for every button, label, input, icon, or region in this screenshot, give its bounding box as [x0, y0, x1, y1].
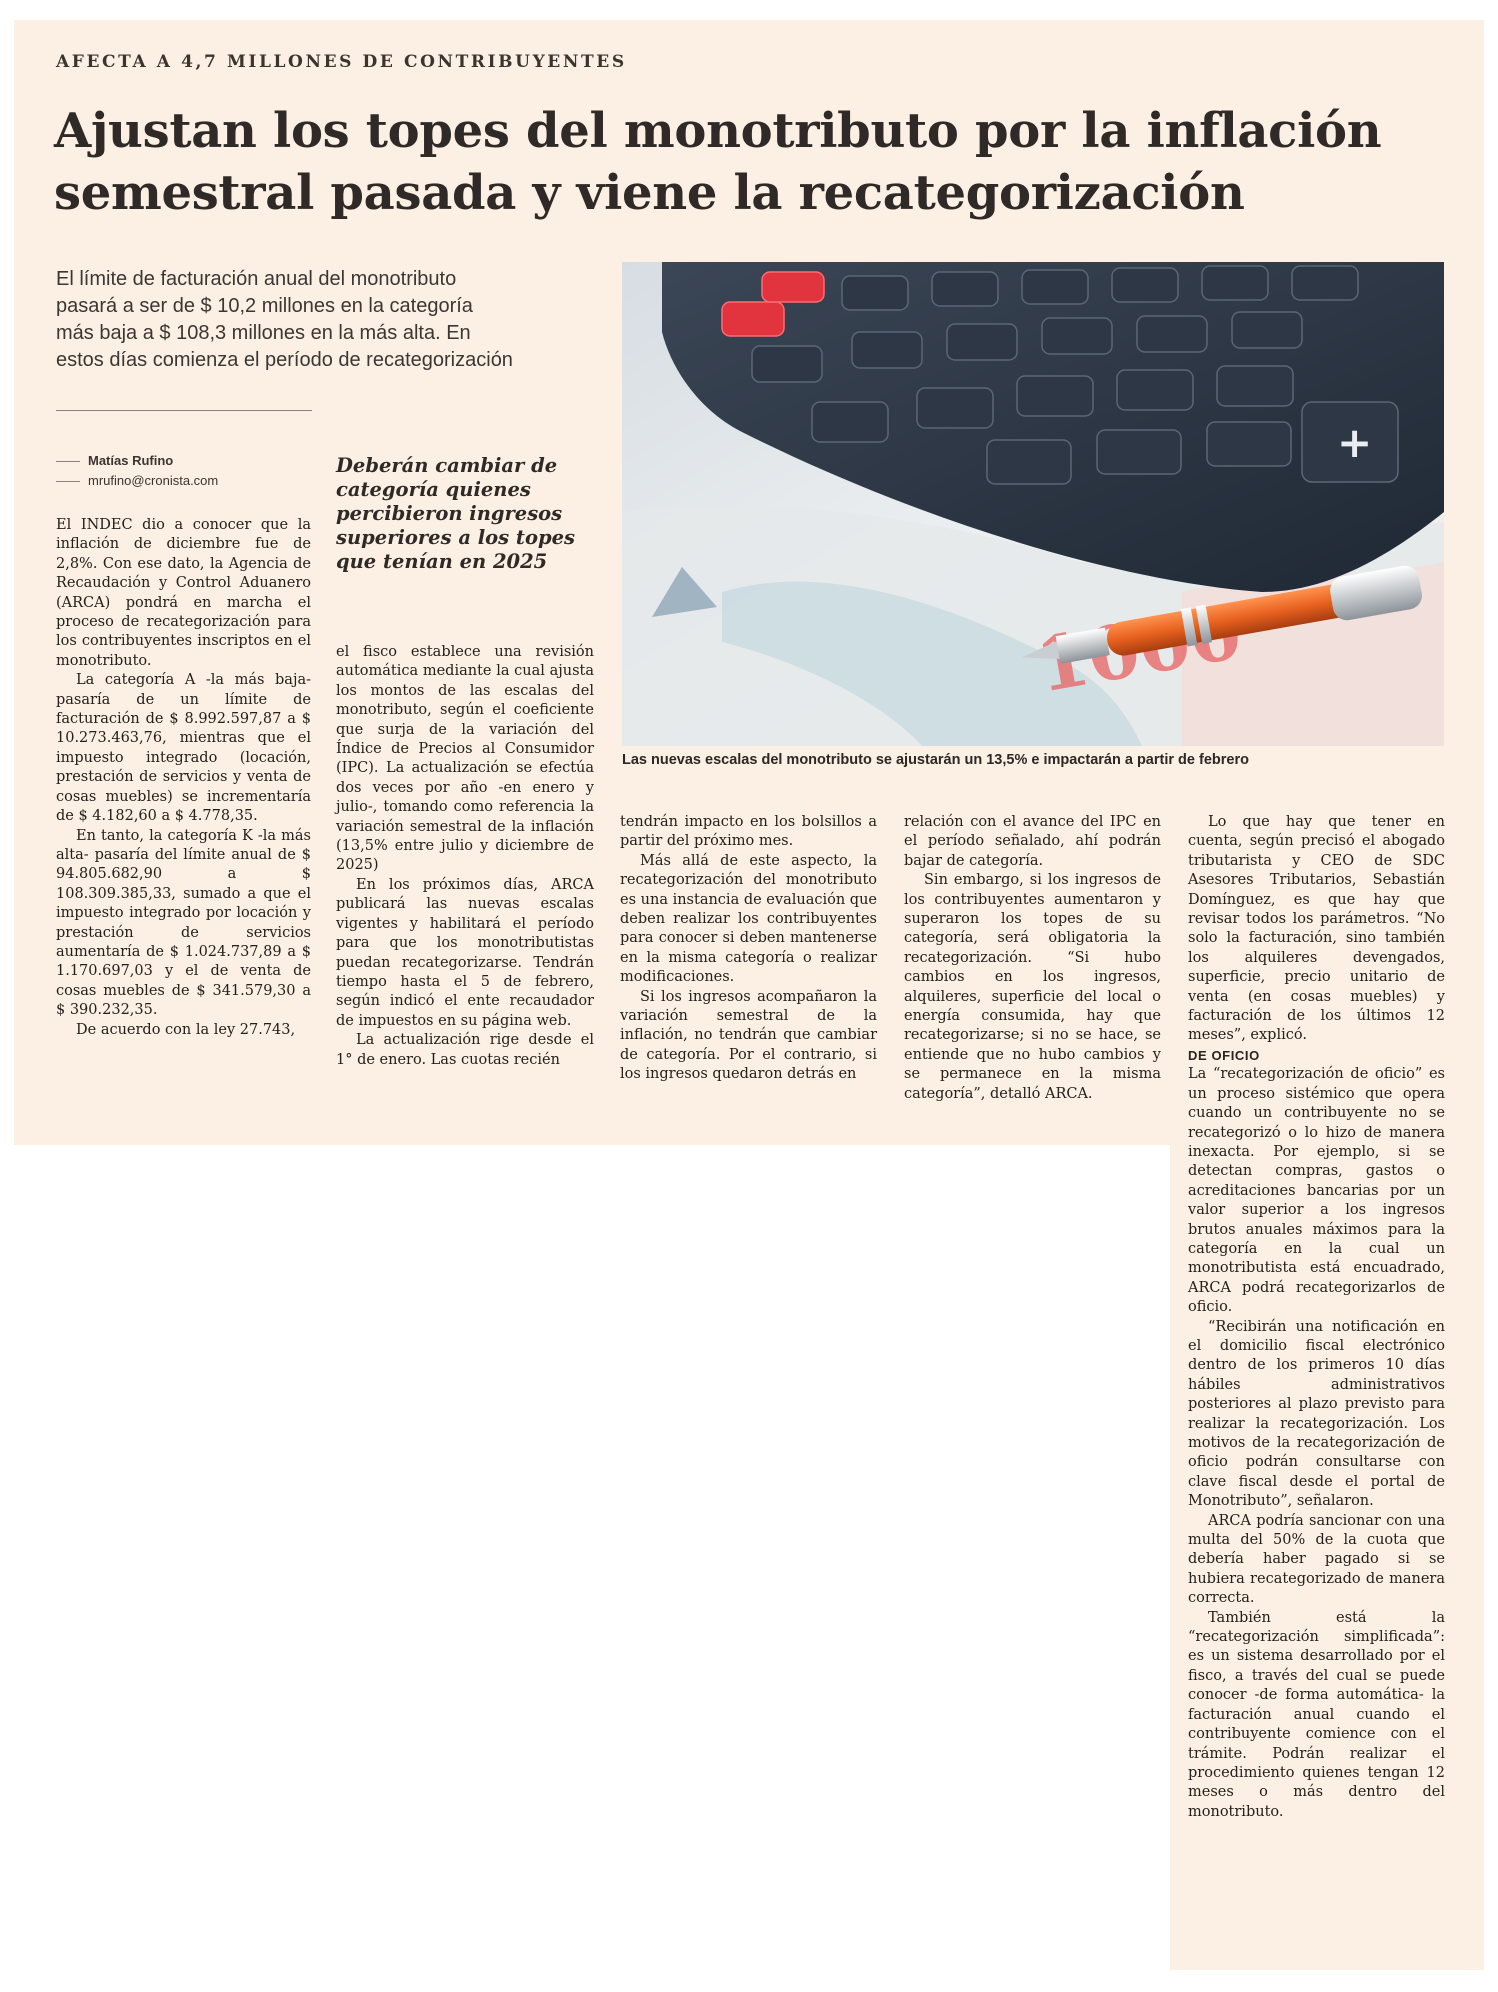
key: [917, 388, 993, 428]
key: [932, 272, 998, 306]
key: [842, 276, 908, 310]
paragraph: el fisco establece una revisión automática mediante la cual ajusta los montos de las escalas del monotributo, según el coeficiente que surja de la variación del Índice de Precios al Consumidor (IPC). La actualización se efectúa dos veces por año -en enero y julio-, tomando como referencia la variación semestral de la inflación (13,5% entre julio y diciembre de 2025): [336, 644, 594, 874]
key: [852, 332, 922, 368]
pull-quote: Deberán cambiar de categoría quienes percibieron ingresos superiores a los topes que tenían en 2025: [336, 454, 575, 573]
paragraph: Lo que hay que tener en cuenta, según precisó el abogado tributarista y CEO de SDC Asesores Tributarios, Sebastián Domínguez, es que hay que revisar todos los parámetros. “No solo la facturación, sino también los alquileres devengados, superficie, precio unitario de venta (en cosas muebles) y facturación de los últimos 12 meses”, explicó.: [1188, 814, 1445, 1044]
plus-icon: +: [1337, 418, 1373, 467]
paragraph: En los próximos días, ARCA publicará las nuevas escalas vigentes y habilitará el período para que los monotributistas puedan recategorizarse. Tendrán tiempo hasta el 5 de febrero, según indicó el ente recaudador de impuestos en su página web.: [336, 876, 594, 1029]
paragraph: La actualización rige desde el 1° de enero. Las cuotas recién: [336, 1032, 594, 1068]
key: [1232, 312, 1302, 348]
key: [1017, 376, 1093, 416]
lead-paragraph: El límite de facturación anual del monotributo pasará a ser de $ 10,2 millones en la categoría más baja a $ 108,3 millones en la más alta. En estos días comienza el período de recategorización: [56, 268, 513, 371]
paragraph: Si los ingresos acompañaron la variación semestral de la inflación, no tendrán que cambiar de categoría. Por el contrario, si los ingresos quedaron detrás en: [620, 988, 877, 1083]
key: [1137, 316, 1207, 352]
body-column-1: [56, 516, 311, 1040]
lead-divider: [56, 410, 312, 411]
author-name: Matías Rufino: [88, 453, 174, 468]
key: [1117, 370, 1193, 410]
byline: [56, 453, 218, 493]
key: [1042, 318, 1112, 354]
key-red: [762, 272, 824, 302]
body-column-3: [620, 813, 877, 1085]
paragraph: Sin embargo, si los ingresos de los contribuyentes aumentaron y superaron los topes de su categoría, será obligatoria la recategorización. “Si hubo cambios en los ingresos, alquileres, superficie del local o energía consumida, hay que recategorizarse; si no se hace, se entiende que no hubo cambios y se permanece en la misma categoría”, detalló ARCA.: [904, 872, 1161, 1102]
paragraph: ARCA podría sancionar con una multa del 50% de la cuota que debería haber pagado si se hubiera recategorizado de manera correcta.: [1188, 1512, 1445, 1607]
paragraph: En tanto, la categoría K -la más alta- pasaría del límite anual de $ 94.805.682,90 a $ 108.309.385,33, sumado a que el impuesto integrado por locación y prestación de servicios aumentaría de $ 1.024.737,89 a $ 1.170.697,03 y el de venta de cosas muebles de $ 341.579,30 a $ 390.232,35.: [56, 827, 311, 1019]
calculator-photo: [622, 262, 1444, 746]
paragraph: De acuerdo con la ley 27.743,: [76, 1021, 296, 1038]
key-red: [722, 302, 784, 336]
key: [1217, 366, 1293, 406]
key: [1207, 422, 1291, 466]
paragraph: relación con el avance del IPC en el período señalado, ahí podrán bajar de categoría.: [904, 814, 1161, 869]
paragraph: El INDEC dio a conocer que la inflación de diciembre fue de 2,8%. Con ese dato, la Agencia de Recaudación y Control Aduanero (ARCA) pondrá en marcha el proceso de recategorización para los contribuyentes inscriptos en el monotributo.: [56, 517, 311, 669]
author-email: mrufino@cronista.com: [88, 473, 219, 488]
byline-rule: [56, 481, 80, 482]
key: [987, 440, 1071, 484]
key: [812, 402, 888, 442]
paragraph: tendrán impacto en los bolsillos a partir del próximo mes.: [620, 814, 877, 850]
key: [1202, 266, 1268, 300]
byline-rule: [56, 461, 80, 462]
kicker: AFECTA A 4,7 MILLONES DE CONTRIBUYENTES: [56, 52, 627, 72]
paragraph: Más allá de este aspecto, la recategorización del monotributo es una instancia de evaluación que deben realizar los contribuyentes para conocer si deben mantenerse en la misma categoría o realizar modificaciones.: [620, 852, 877, 986]
section-subhead: DE OFICIO: [1188, 1047, 1260, 1063]
body-column-2: [336, 643, 594, 1070]
body-column-5: [1188, 813, 1445, 1822]
body-column-4: [904, 813, 1161, 1104]
key: [752, 346, 822, 382]
photo-caption: Las nuevas escalas del monotributo se ajustarán un 13,5% e impactarán a partir de febrero: [622, 752, 1249, 768]
key: [1292, 266, 1358, 300]
key: [1112, 268, 1178, 302]
key: [1022, 270, 1088, 304]
paragraph: También está la “recategorización simplificada”: es un sistema desarrollado por el fisco, a través del cual se puede conocer -de forma automática- la facturación anual cuando el contribuyente comience con el trámite. Podrán realizar el procedimiento quienes tengan 12 meses o más dentro del monotributo.: [1188, 1609, 1445, 1820]
key: [947, 324, 1017, 360]
paragraph: La categoría A -la más baja- pasaría de un límite de facturación de $ 8.992.597,87 a $ 10.273.463,76, mientras que el impuesto integrado (locación, prestación de servicios y venta de cosas muebles) se incrementaría de $ 4.182,60 a $ 4.778,35.: [56, 672, 311, 825]
headline: Ajustan los topes del monotributo por la inflación semestral pasada y viene la recategorización: [54, 103, 1382, 221]
paragraph: La “recategorización de oficio” es un proceso sistémico que opera cuando un contribuyente no se recategorizó o lo hizo de manera inexacta. Por ejemplo, si se detectan compras, gastos o acreditaciones bancarias por un valor superior a los ingresos brutos anuales máximos para la categoría en la cual un monotributista está encuadrado, ARCA podrá recategorizarlos de oficio.: [1188, 1066, 1445, 1316]
key: [1097, 430, 1181, 474]
paragraph: “Recibirán una notificación en el domicilio fiscal electrónico dentro de los primeros 10 días hábiles administrativos posteriores al plazo previsto para realizar la recategorización. Los motivos de la recategorización de oficio podrán consultarse con clave fiscal desde el portal de Monotributo”, señalaron.: [1188, 1318, 1445, 1510]
